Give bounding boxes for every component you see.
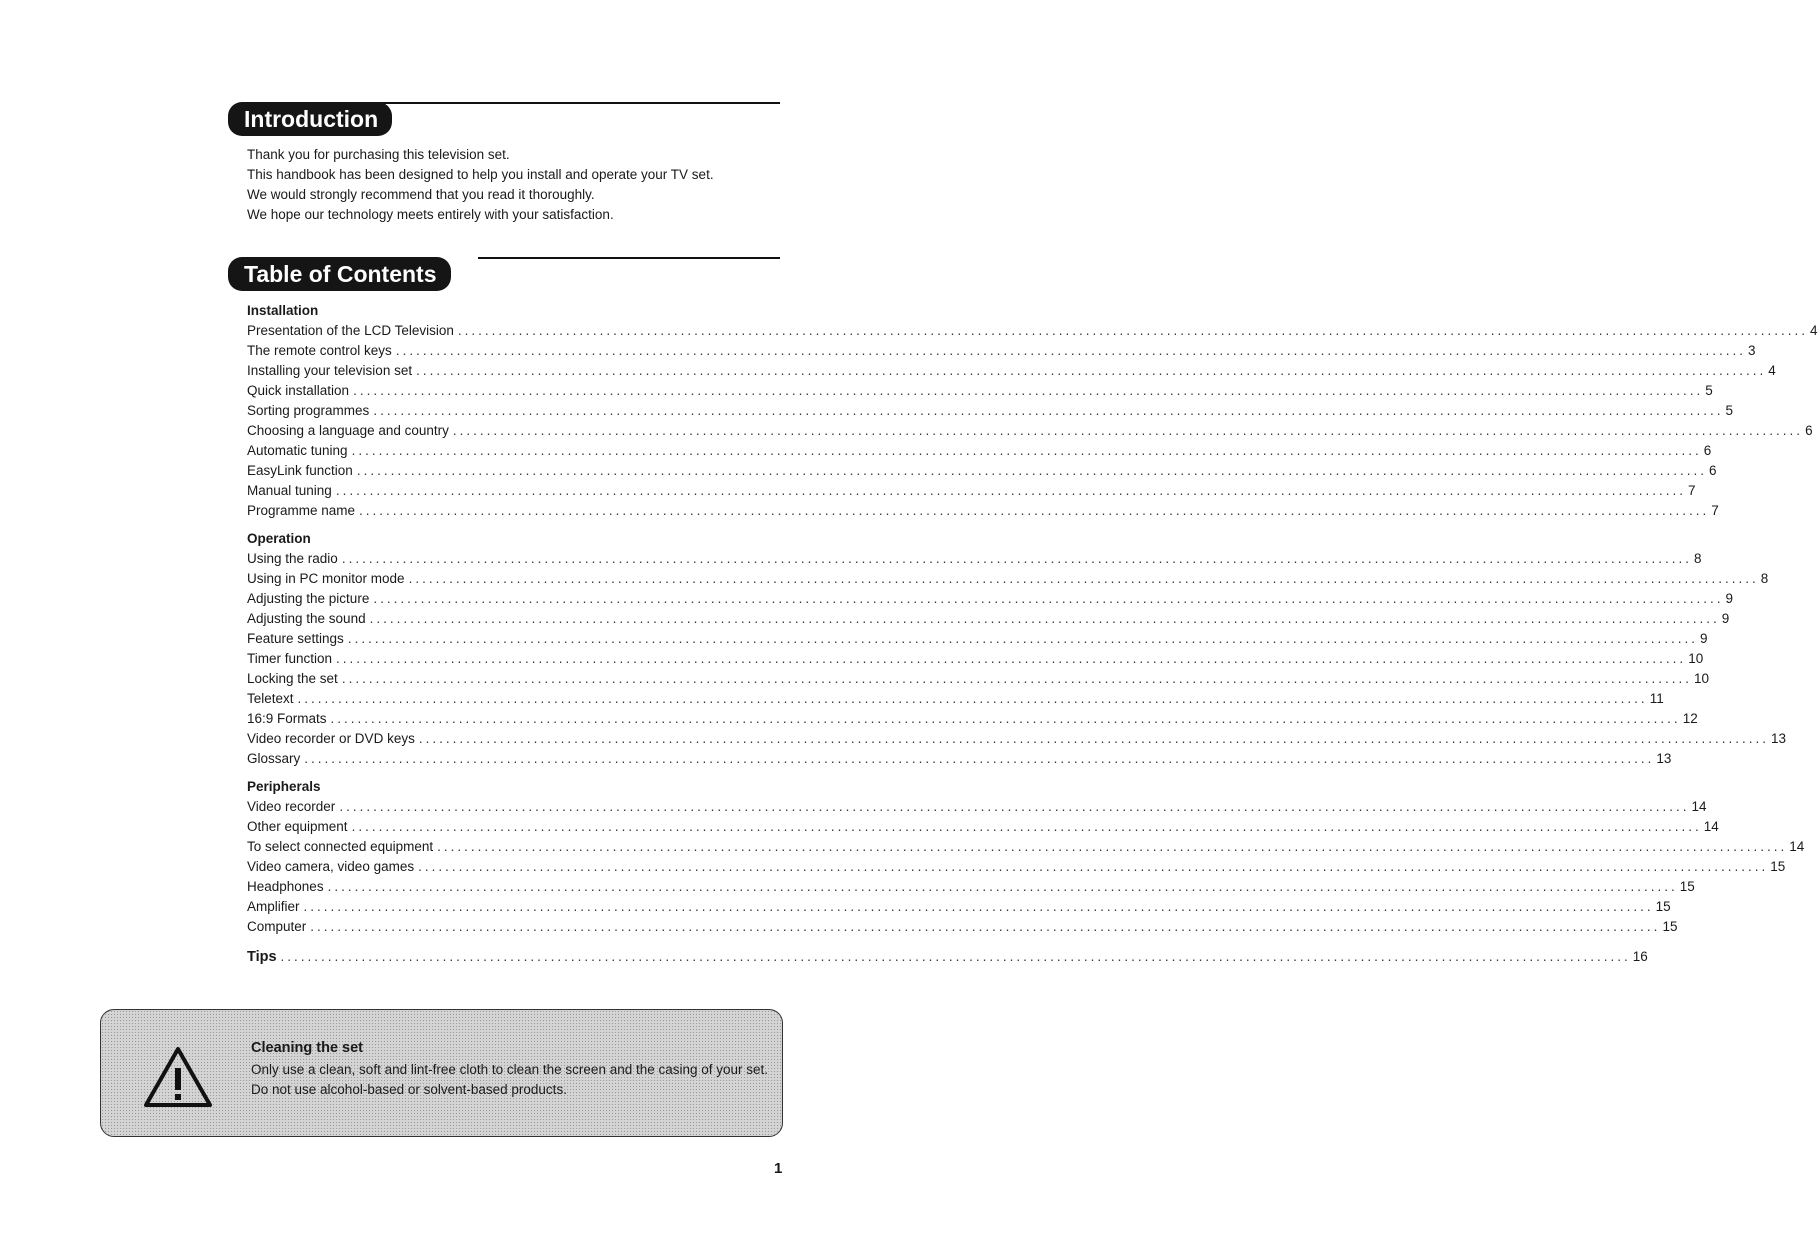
- toc-entry-page: 10: [1688, 651, 1704, 666]
- toc-group-peripherals: [247, 777, 1805, 937]
- toc-entry-page: 3: [1747, 343, 1756, 358]
- toc-entry-title: Adjusting the picture: [247, 591, 370, 606]
- toc-entry-page: 13: [1770, 731, 1787, 746]
- dot-leader: ........................................................................................................................................................................................................: [351, 819, 1702, 834]
- dot-leader: ........................................................................................................................................................................................................: [418, 731, 1769, 746]
- dot-leader: ........................................................................................................................................................................................................: [280, 949, 1631, 964]
- toc-group-title: Peripherals: [247, 779, 321, 794]
- toc-entry-title: Automatic tuning: [247, 443, 348, 458]
- notice-title: Cleaning the set: [251, 1040, 363, 1056]
- toc-entry-title: To select connected equipment: [247, 839, 434, 854]
- toc-entry-title: Using the radio: [247, 551, 338, 566]
- toc-entry[interactable]: [247, 401, 1733, 421]
- dot-leader: ........................................................................................................................................................................................................: [351, 443, 1702, 458]
- toc-header: [228, 257, 780, 297]
- dot-leader: ........................................................................................................................................................................................................: [373, 591, 1724, 606]
- toc-entry-page: 8: [1760, 571, 1769, 586]
- dot-leader: ........................................................................................................................................................................................................: [330, 711, 1681, 726]
- dot-leader: ........................................................................................................................................................................................................: [395, 343, 1746, 358]
- toc-entry[interactable]: [247, 381, 1713, 401]
- toc-entry[interactable]: [247, 589, 1733, 609]
- toc-entry-page: 4: [1768, 363, 1776, 378]
- table-of-contents: [247, 301, 1818, 967]
- toc-entry-page: 13: [1656, 751, 1672, 766]
- dot-leader: ........................................................................................................................................................................................................: [336, 651, 1687, 666]
- toc-entry[interactable]: [247, 481, 1696, 501]
- toc-entry-page: 15: [1770, 859, 1786, 874]
- toc-entry-page: 9: [1725, 591, 1733, 606]
- toc-entry-page: 12: [1682, 711, 1698, 726]
- intro-line: We hope our technology meets entirely with your satisfaction.: [247, 207, 614, 222]
- toc-entry-title: Sorting programmes: [247, 403, 370, 418]
- toc-entry-title: Installing your television set: [247, 363, 413, 378]
- dot-leader: ........................................................................................................................................................................................................: [353, 383, 1704, 398]
- toc-entry[interactable]: [247, 917, 1678, 937]
- toc-entry-title: Tips: [247, 949, 277, 965]
- toc-rule: [478, 257, 780, 259]
- intro-line: This handbook has been designed to help you install and operate your TV set.: [247, 167, 714, 182]
- toc-entry[interactable]: [247, 689, 1664, 709]
- toc-entry-title: Video recorder: [247, 799, 336, 814]
- introduction-header: [228, 102, 780, 142]
- toc-entry-title: Amplifier: [247, 899, 300, 914]
- toc-entry-page: 14: [1789, 839, 1805, 854]
- toc-entry-page: 14: [1691, 799, 1707, 814]
- toc-entry-title: Locking the set: [247, 671, 338, 686]
- toc-entry[interactable]: [247, 729, 1787, 749]
- toc-heading: Table of Contents: [228, 257, 451, 291]
- dot-leader: ........................................................................................................................................................................................................: [310, 919, 1661, 934]
- toc-group-operation: [247, 529, 1787, 769]
- intro-line: Thank you for purchasing this television set.: [247, 147, 510, 162]
- toc-entry-title: Teletext: [247, 691, 294, 706]
- dot-leader: ........................................................................................................................................................................................................: [359, 503, 1710, 518]
- introduction-rule: [378, 102, 780, 104]
- toc-entry-title: Computer: [247, 919, 307, 934]
- toc-entry[interactable]: [247, 669, 1709, 689]
- toc-entry-page: 15: [1662, 919, 1678, 934]
- toc-entry[interactable]: [247, 857, 1786, 877]
- dot-leader: ........................................................................................................................................................................................................: [341, 551, 1692, 566]
- toc-entry-title: Programme name: [247, 503, 356, 518]
- dot-leader: ........................................................................................................................................................................................................: [327, 879, 1678, 894]
- toc-entry-page: 14: [1703, 819, 1719, 834]
- toc-entry-page: 10: [1693, 671, 1709, 686]
- dot-leader: ........................................................................................................................................................................................................: [437, 839, 1788, 854]
- dot-leader: ........................................................................................................................................................................................................: [369, 611, 1720, 626]
- dot-leader: ........................................................................................................................................................................................................: [303, 899, 1654, 914]
- toc-entry[interactable]: [247, 649, 1704, 669]
- toc-entry-page: 9: [1699, 631, 1708, 646]
- toc-entry-page: 7: [1687, 483, 1696, 498]
- intro-line: We would strongly recommend that you read it thoroughly.: [247, 187, 595, 202]
- dot-leader: ........................................................................................................................................................................................................: [416, 363, 1767, 378]
- toc-entry-title: Timer function: [247, 651, 333, 666]
- toc-entry[interactable]: [247, 321, 1818, 341]
- toc-entry[interactable]: [247, 461, 1717, 481]
- introduction-text: [247, 145, 714, 225]
- toc-entry[interactable]: [247, 797, 1707, 817]
- toc-entry-page: 6: [1805, 423, 1813, 438]
- toc-entry-page: 9: [1721, 611, 1730, 626]
- toc-entry-title: 16:9 Formats: [247, 711, 327, 726]
- toc-entry[interactable]: [247, 709, 1698, 729]
- toc-entry-page: 16: [1632, 949, 1648, 964]
- dot-leader: ........................................................................................................................................................................................................: [457, 323, 1809, 338]
- toc-entry-title: Video camera, video games: [247, 859, 415, 874]
- cleaning-notice: [100, 1009, 783, 1137]
- toc-entry[interactable]: [247, 441, 1712, 461]
- toc-entry-title: The remote control keys: [247, 343, 392, 358]
- toc-group-installation: [247, 301, 1818, 521]
- dot-leader: ........................................................................................................................................................................................................: [297, 691, 1648, 706]
- toc-entry-page: 8: [1693, 551, 1702, 566]
- toc-entry[interactable]: [247, 877, 1695, 897]
- page-number: 1: [774, 1160, 783, 1177]
- dot-leader: ........................................................................................................................................................................................................: [408, 571, 1759, 586]
- toc-entry-title: Manual tuning: [247, 483, 332, 498]
- toc-entry-title: Glossary: [247, 751, 301, 766]
- toc-entry[interactable]: [247, 897, 1671, 917]
- toc-entry-title: Feature settings: [247, 631, 344, 646]
- toc-entry-page: 5: [1705, 383, 1713, 398]
- toc-entry-title: EasyLink function: [247, 463, 353, 478]
- toc-entry[interactable]: [247, 361, 1776, 381]
- dot-leader: ........................................................................................................................................................................................................: [356, 463, 1707, 478]
- toc-entry-tips[interactable]: [247, 947, 1648, 967]
- toc-entry-title: Presentation of the LCD Television: [247, 323, 454, 338]
- toc-entry-page: 4: [1810, 323, 1818, 338]
- toc-entry[interactable]: [247, 629, 1708, 649]
- toc-entry-title: Headphones: [247, 879, 324, 894]
- toc-entry[interactable]: [247, 609, 1730, 629]
- toc-entry-title: Video recorder or DVD keys: [247, 731, 415, 746]
- dot-leader: ........................................................................................................................................................................................................: [335, 483, 1686, 498]
- toc-entry-title: Using in PC monitor mode: [247, 571, 405, 586]
- dot-leader: ........................................................................................................................................................................................................: [452, 423, 1804, 438]
- dot-leader: ........................................................................................................................................................................................................: [304, 751, 1655, 766]
- warning-triangle-icon: [143, 1046, 213, 1108]
- toc-entry-page: 6: [1708, 463, 1717, 478]
- toc-entry-page: 5: [1725, 403, 1733, 418]
- toc-entry[interactable]: [247, 749, 1672, 769]
- toc-entry-page: 15: [1655, 899, 1671, 914]
- notice-text: Only use a clean, soft and lint-free cloth to clean the screen and the casing of your set. Do not use alcohol-based or solvent-based products.: [251, 1062, 769, 1097]
- toc-entry-title: Choosing a language and country: [247, 423, 449, 438]
- toc-entry-page: 11: [1649, 691, 1664, 706]
- toc-entry[interactable]: [247, 837, 1805, 857]
- toc-entry[interactable]: [247, 421, 1813, 441]
- introduction-heading: Introduction: [228, 102, 392, 136]
- toc-entry-title: Adjusting the sound: [247, 611, 366, 626]
- dot-leader: ........................................................................................................................................................................................................: [339, 799, 1690, 814]
- dot-leader: ........................................................................................................................................................................................................: [347, 631, 1698, 646]
- toc-entry-title: Other equipment: [247, 819, 348, 834]
- toc-entry[interactable]: [247, 569, 1769, 589]
- toc-entry[interactable]: [247, 501, 1719, 521]
- toc-group-title: Installation: [247, 303, 319, 318]
- toc-entry-page: 7: [1711, 503, 1719, 518]
- toc-entry[interactable]: [247, 341, 1756, 361]
- dot-leader: ........................................................................................................................................................................................................: [418, 859, 1769, 874]
- toc-entry-page: 15: [1679, 879, 1695, 894]
- toc-entry-page: 6: [1703, 443, 1712, 458]
- dot-leader: ........................................................................................................................................................................................................: [341, 671, 1692, 686]
- toc-entry-title: Quick installation: [247, 383, 350, 398]
- toc-entry[interactable]: [247, 549, 1702, 569]
- toc-group-title: Operation: [247, 531, 311, 546]
- dot-leader: ........................................................................................................................................................................................................: [373, 403, 1724, 418]
- toc-entry[interactable]: [247, 817, 1719, 837]
